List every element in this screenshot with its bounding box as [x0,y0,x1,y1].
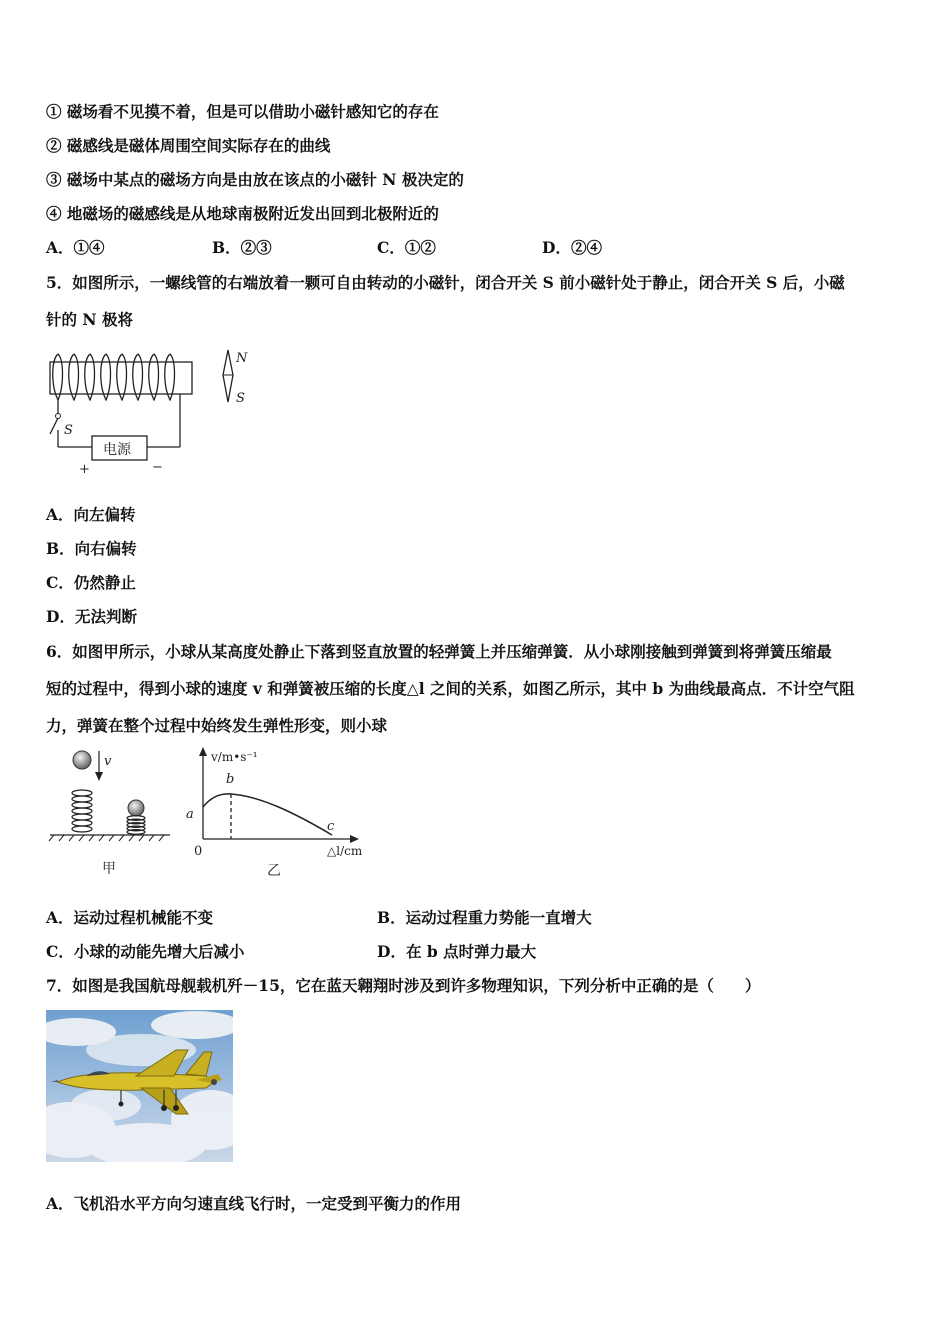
q5-stem-line2: 针的 N 极将 [46,310,133,329]
q7-fighter-jet-photo [46,1010,233,1162]
origin-label: 0 [194,844,203,859]
falling-ball [73,751,91,769]
q4-statement-4: ④ 地磁场的磁感线是从地球南极附近发出回到北极附近的 [46,204,439,223]
uncompressed-spring [72,790,92,832]
q6-stem-line1: 6．如图甲所示，小球从某高度处静止下落到竖直放置的轻弹簧上并压缩弹簧．从小球刚接触到弹簧到将弹簧压缩最 [46,642,832,661]
q7-stem: 7．如图是我国航母舰载机歼－15，它在蓝天翱翔时涉及到许多物理知识，下列分析中正确的是（ ） [46,976,761,995]
q5-option-c[interactable]: C．仍然静止 [46,573,136,592]
needle-south-label: S [236,391,245,406]
q7-option-a[interactable]: A．飞机沿水平方向匀速直线飞行时，一定受到平衡力的作用 [46,1194,462,1213]
switch-pivot [56,414,61,419]
point-b-label: b [226,772,235,787]
switch-label: S [64,423,73,438]
q5-option-d[interactable]: D．无法判断 [46,607,137,626]
minus-terminal-label: − [152,460,163,475]
y-axis-label: v/m•s⁻¹ [211,750,258,764]
q6-figure-yi [180,745,375,880]
switch-lever [50,418,58,434]
q4-statement-2: ② 磁感线是磁体周围空间实际存在的曲线 [46,136,331,155]
point-a-label: a [186,807,194,822]
solenoid-core [50,362,192,394]
solenoid-coils [53,354,175,400]
q6-option-c[interactable]: C．小球的动能先增大后减小 [46,942,245,961]
q4-option-d[interactable]: D．②④ [542,238,602,257]
q5-solenoid-figure [40,342,270,480]
velocity-curve [203,794,332,835]
q6-option-b[interactable]: B．运动过程重力势能一直增大 [377,908,592,927]
q6-stem-line2: 短的过程中，得到小球的速度 v 和弹簧被压缩的长度△l 之间的关系，如图乙所示，其中 b 为曲线最高点．不计空气阻 [46,679,855,698]
point-c-label: c [327,819,335,834]
figure-yi-caption: 乙 [267,863,281,879]
power-supply-label: 电源 [103,442,131,458]
compass-needle [223,350,233,402]
q5-option-a[interactable]: A．向左偏转 [46,505,136,524]
q4-option-c[interactable]: C．①② [377,238,436,257]
q4-statement-1: ① 磁场看不见摸不着，但是可以借助小磁针感知它的存在 [46,102,439,121]
q6-option-a[interactable]: A．运动过程机械能不变 [46,908,214,927]
ball-on-spring [128,800,144,816]
q6-stem-line3: 力，弹簧在整个过程中始终发生弹性形变，则小球 [46,716,388,735]
compressed-spring [127,816,145,835]
x-axis-label: △l/cm [327,844,363,858]
needle-north-label: N [236,351,248,366]
ground-hatch [49,835,164,841]
q6-option-d[interactable]: D．在 b 点时弹力最大 [377,942,537,961]
velocity-label: v [104,754,112,769]
q5-stem-line1: 5．如图所示，一螺线管的右端放着一颗可自由转动的小磁针，闭合开关 S 前小磁针处于静止，闭合开关 S 后，小磁 [46,273,845,292]
figure-jia-caption: 甲 [102,861,116,877]
plus-terminal-label: + [79,462,90,477]
q5-option-b[interactable]: B．向右偏转 [46,539,137,558]
q4-option-a[interactable]: A．①④ [46,238,105,257]
q4-option-b[interactable]: B．②③ [212,238,272,257]
q6-figure-jia [46,745,176,880]
q4-statement-3: ③ 磁场中某点的磁场方向是由放在该点的小磁针 N 极决定的 [46,170,464,189]
